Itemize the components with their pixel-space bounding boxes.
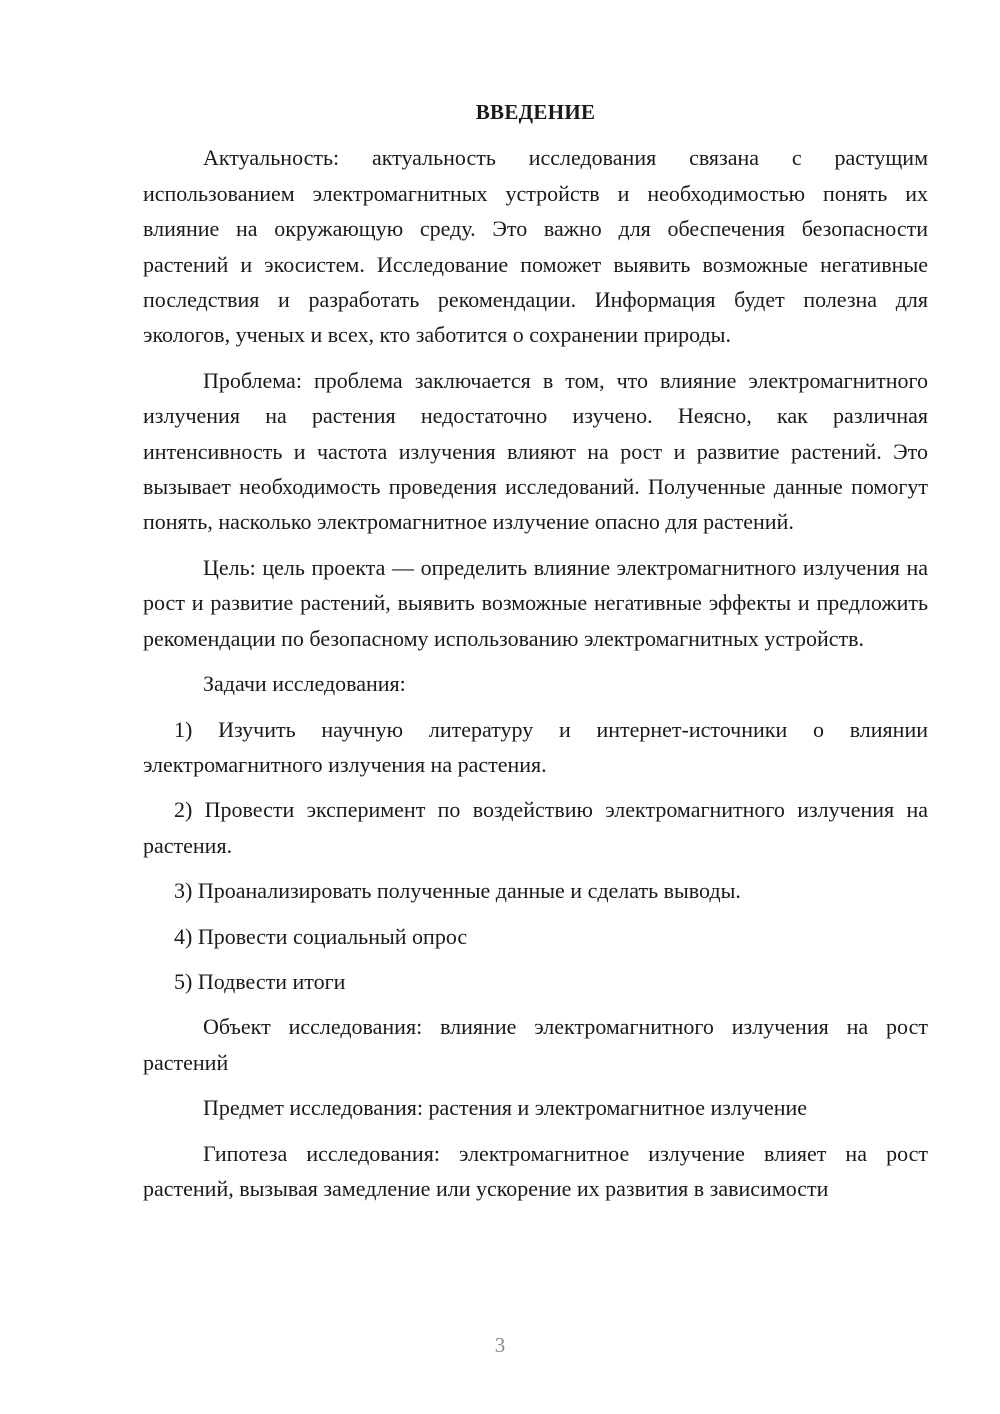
task-item-3: 3) Проанализировать полученные данные и сделать выводы. <box>174 878 741 904</box>
problem-paragraph: Проблема: проблема заключается в том, что влияние электромагнитного излучения на растения недостаточно изучено. Неясно, как различная интенсивность и частота излучения влияют на рост и развитие растений. Это вызывает необходимость проведения исследований. Полученные данные помогут понять, насколько электромагнитное излучение опасно для растений. <box>143 367 928 535</box>
object-paragraph: Объект исследования: влияние электромагнитного излучения на рост растений <box>143 1014 928 1075</box>
hypothesis-paragraph: Гипотеза исследования: электромагнитное излучение влияет на рост растений, вызывая замедление или ускорение их развития в зависимости <box>143 1140 928 1201</box>
task-item-4: 4) Провести социальный опрос <box>174 923 468 949</box>
task-item-1: 1) Изучить научную литературу и интернет-источники о влиянии электромагнитного излучения на растения. <box>143 716 928 777</box>
section-title: ВВЕДЕНИЕ <box>475 100 596 124</box>
task-item-5: 5) Подвести итоги <box>174 968 346 994</box>
page-number: 3 <box>494 1333 506 1357</box>
goal-paragraph: Цель: цель проекта — определить влияние электромагнитного излучения на рост и развитие растений, выявить возможные негативные эффекты и предложить рекомендации по безопасному использованию электромагнитных устройств. <box>143 554 928 651</box>
task-item-2: 2) Провести эксперимент по воздействию электромагнитного излучения на растения. <box>143 797 928 858</box>
subject-paragraph: Предмет исследования: растения и электромагнитное излучение <box>203 1095 808 1121</box>
relevance-paragraph: Актуальность: актуальность исследования связана с растущим использованием электромагнитных устройств и необходимостью понять их влияние на окружающую среду. Это важно для обеспечения безопасности растений и экосистем. Исследование поможет выявить возможные негативные последствия и разработать рекомендации. Информация будет полезна для экологов, ученых и всех, кто заботится о сохранении природы. <box>143 145 928 348</box>
tasks-heading: Задачи исследования: <box>203 671 406 697</box>
page-content <box>143 95 928 1216</box>
